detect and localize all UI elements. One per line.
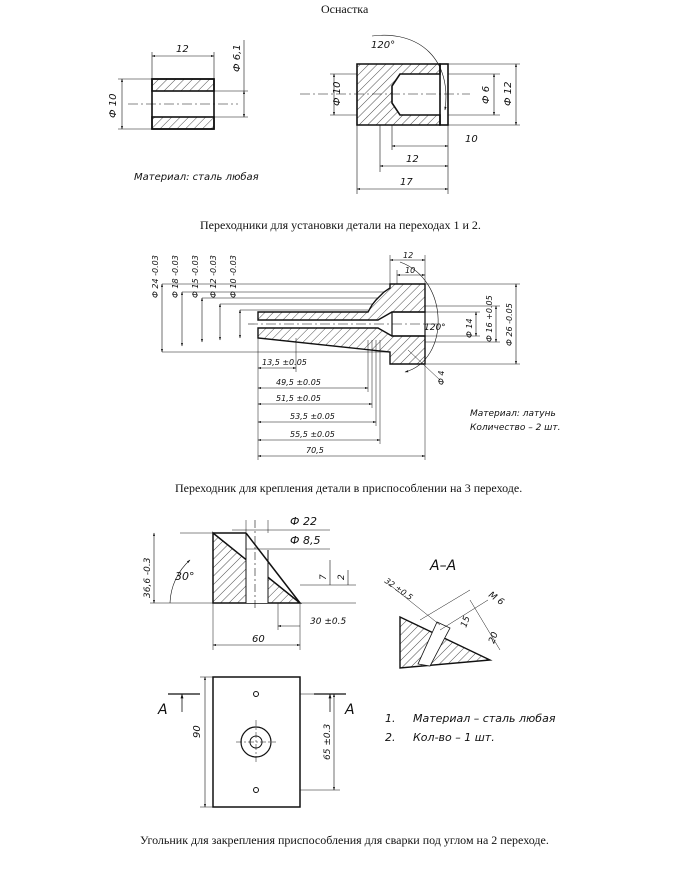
fig2-diam-4: Ф 12 -0.03 bbox=[209, 255, 218, 298]
fig3-dim30: 30 ±0.5 bbox=[310, 617, 347, 627]
fig2-length-4: 53,5 ±0.05 bbox=[290, 412, 335, 421]
fig1-right-dim-17: 17 bbox=[400, 177, 413, 188]
fig2-top-12: 12 bbox=[403, 251, 414, 260]
fig1-right-d-outer: Ф 12 bbox=[503, 81, 514, 106]
fig3-dim7: 7 bbox=[319, 574, 329, 580]
fig2-material: Материал: латунь bbox=[470, 409, 556, 419]
fig1-left-d-outer: Ф 10 bbox=[108, 93, 119, 118]
fig2-diam-1: Ф 24 -0.03 bbox=[151, 255, 160, 298]
fig2-caption: Переходник для крепления детали в приспособлении на 3 переходе. bbox=[175, 481, 523, 495]
fig3-dim32: 32 ±0.5 bbox=[382, 576, 415, 603]
fig2-diam-5: Ф 10 -0.03 bbox=[229, 255, 238, 298]
fig2-diam-3: Ф 15 -0.03 bbox=[191, 255, 200, 298]
fig2-top-10: 10 bbox=[405, 266, 416, 275]
fig1-right-dim-10: 10 bbox=[465, 134, 478, 145]
fig3-h366: 36,6 -0.3 bbox=[143, 557, 153, 598]
fig3-dim2: 2 bbox=[337, 574, 347, 580]
fig3-m6: M 6 bbox=[486, 590, 506, 608]
fig1-left-length: 12 bbox=[176, 44, 189, 55]
fig1-adapter bbox=[300, 35, 520, 194]
fig2-length-6: 70,5 bbox=[306, 446, 324, 455]
fig3-mark-a-right: А bbox=[345, 702, 355, 718]
fig3-dim65: 65 ±0.3 bbox=[323, 723, 333, 760]
fig3-d22: Ф 22 bbox=[290, 515, 317, 528]
fig3-caption: Угольник для закрепления приспособления для сварки под углом на 2 переходе. bbox=[140, 833, 549, 847]
fig1-material: Материал: сталь любая bbox=[134, 172, 259, 183]
fig1-caption: Переходники для установки детали на переходах 1 и 2. bbox=[200, 218, 481, 232]
fig3-note-1-num: 1. bbox=[385, 712, 396, 725]
fig1-right-dim-12: 12 bbox=[406, 154, 419, 165]
fig3-angle30: 30° bbox=[175, 570, 195, 583]
fig3-side-view bbox=[150, 520, 356, 650]
fig3-note-1-text: Материал – сталь любая bbox=[413, 712, 556, 725]
fig3-plan-view bbox=[168, 677, 346, 807]
fig3-note-2-text: Кол-во – 1 шт. bbox=[413, 731, 495, 744]
fig3-dim90: 90 bbox=[192, 725, 203, 738]
fig3-dim60: 60 bbox=[252, 634, 265, 645]
fig2-angle: 120° bbox=[424, 323, 446, 333]
fig2-length-2: 49,5 ±0.05 bbox=[276, 378, 321, 387]
fig2-d4: Ф 4 bbox=[437, 370, 446, 385]
fig1-right-angle: 120° bbox=[371, 40, 396, 51]
fig1-right-d-bore: Ф 6 bbox=[481, 85, 492, 104]
fig3-note-2-num: 2. bbox=[385, 731, 396, 744]
fig2-d14: Ф 14 bbox=[465, 318, 474, 338]
fig2-quantity: Количество – 2 шт. bbox=[470, 423, 561, 433]
fig3-dim20: 20 bbox=[487, 630, 501, 646]
fig2-diam-2: Ф 18 -0.03 bbox=[171, 255, 180, 298]
fig1-left-d-bore: Ф 6,1 bbox=[232, 44, 243, 72]
fig2-length-1: 13,5 ±0.05 bbox=[262, 358, 307, 367]
fig2-d16: Ф 16 +0.05 bbox=[485, 295, 494, 342]
fig3-section-label: А–А bbox=[430, 558, 457, 574]
fig3-dim15: 15 bbox=[459, 614, 473, 630]
fig3-d85: Ф 8,5 bbox=[290, 534, 321, 547]
fig2-d26: Ф 26 -0.05 bbox=[505, 303, 514, 346]
fig1-right-d-left: Ф 10 bbox=[332, 81, 343, 106]
fig3-mark-a-left: А bbox=[158, 702, 168, 718]
page-title: Оснастка bbox=[321, 2, 369, 16]
fig2-length-5: 55,5 ±0.05 bbox=[290, 430, 335, 439]
fig2-length-3: 51,5 ±0.05 bbox=[276, 394, 321, 403]
